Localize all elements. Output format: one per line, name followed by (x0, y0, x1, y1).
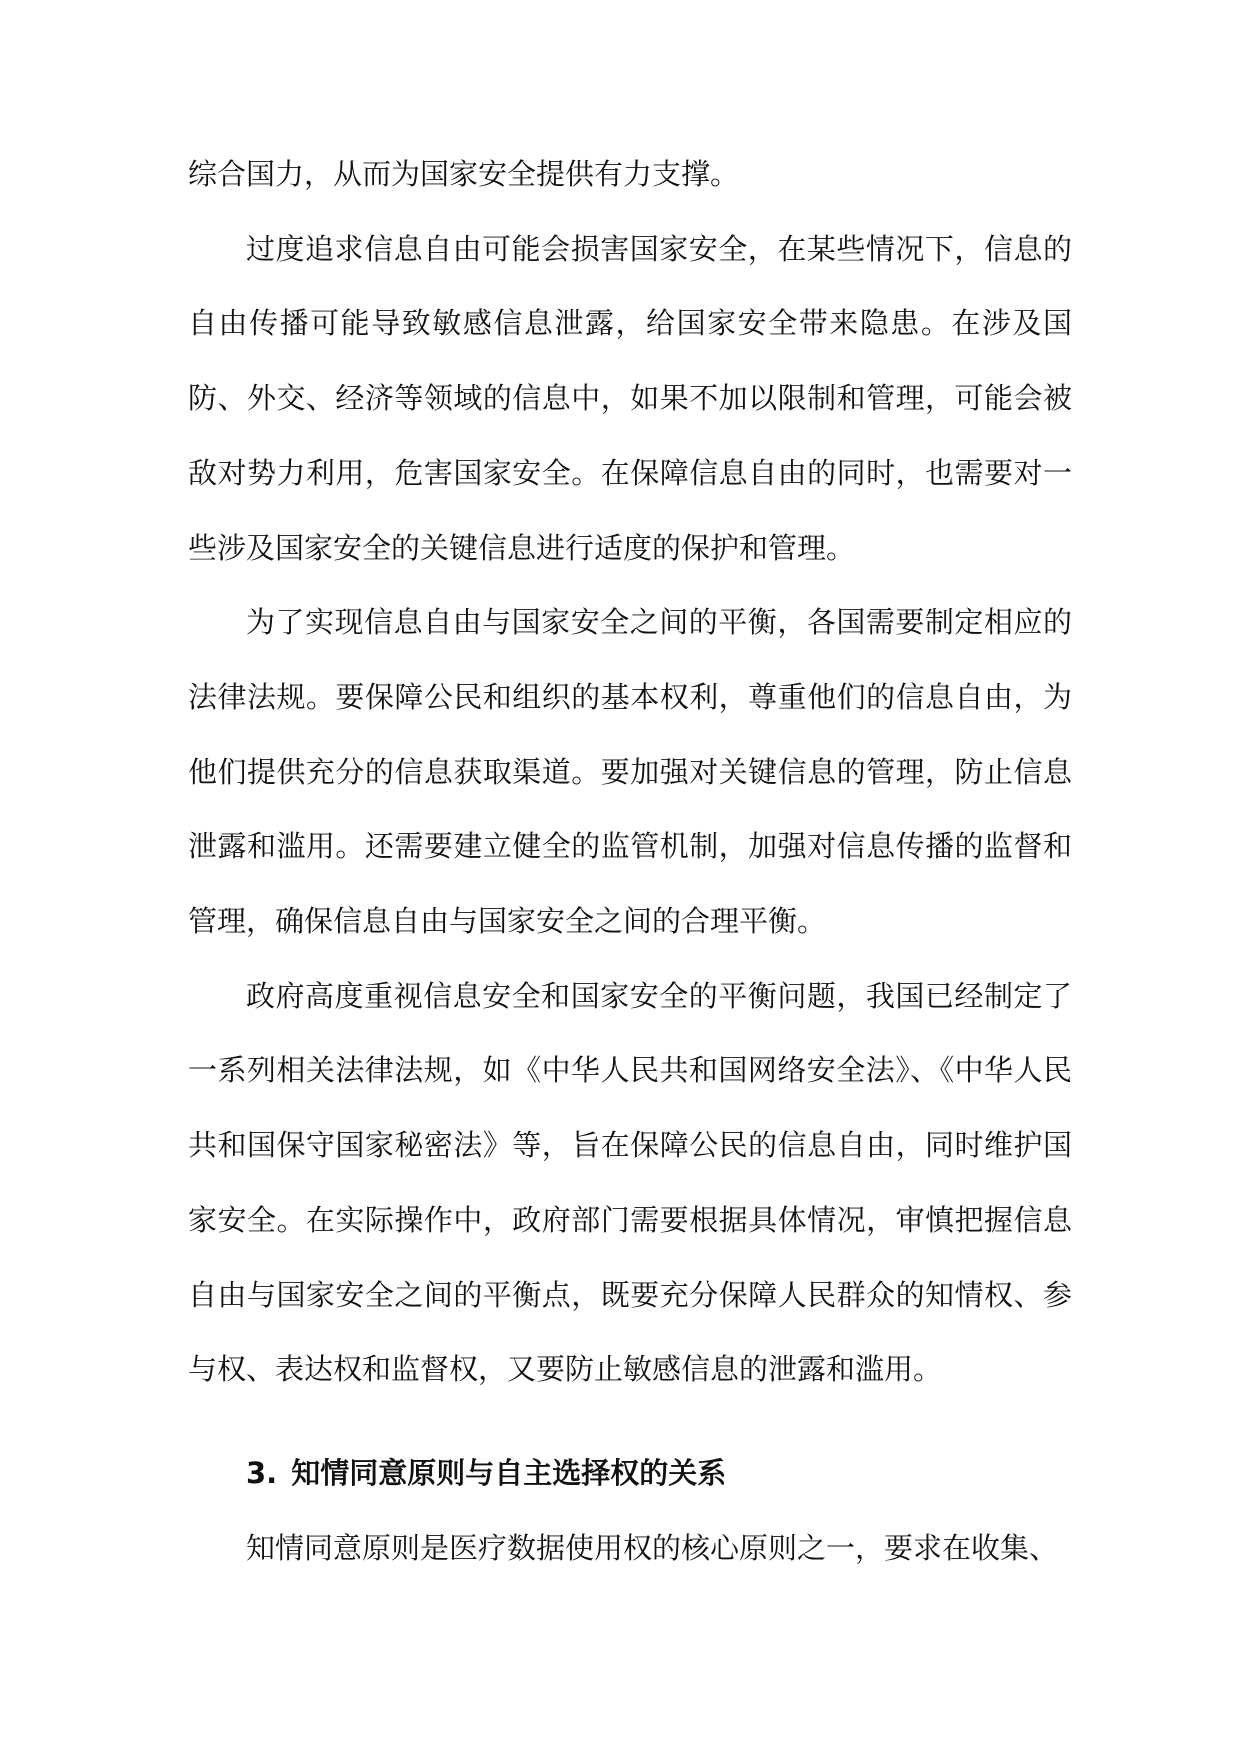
paragraph-balance-laws: 为了实现信息自由与国家安全之间的平衡，各国需要制定相应的法律法规。要保障公民和组织的基本权利，尊重他们的信息自由，为他们提供充分的信息获取渠道。要加强对关键信息的管理，防止信息泄露和滥用。还需要建立健全的监管机制，加强对信息传播的监督和管理，确保信息自由与国家安全之间的合理平衡。 (188, 605, 1072, 939)
section-title: 知情同意原则与自主选择权的关系 (291, 1455, 727, 1490)
page-body (188, 137, 1072, 1585)
section-number: 3. (246, 1455, 278, 1490)
paragraph-continued: 综合国力，从而为国家安全提供有力支撑。 (188, 157, 740, 191)
paragraph-informed-consent: 知情同意原则是医疗数据使用权的核心原则之一，要求在收集、 (246, 1530, 1059, 1565)
section-heading (188, 1436, 1072, 1511)
paragraph-government-regulation: 政府高度重视信息安全和国家安全的平衡问题，我国已经制定了一系列相关法律法规，如《中华人民共和国网络安全法》、《中华人民共和国保守国家秘密法》等，旨在保障公民的信息自由，同时维护国家安全。在实际操作中，政府部门需要根据具体情况，审慎把握信息自由与国家安全之间的平衡点，既要充分保障人民群众的知情权、参与权、表达权和监督权，又要防止敏感信息的泄露和滥用。 (188, 978, 1072, 1387)
paragraph-info-freedom-risk: 过度追求信息自由可能会损害国家安全，在某些情况下，信息的自由传播可能导致敏感信息泄露，给国家安全带来隐患。在涉及国防、外交、经济等领域的信息中，如果不加以限制和管理，可能会被敌对势力利用，危害国家安全。在保障信息自由的同时，也需要对一些涉及国家安全的关键信息进行适度的保护和管理。 (188, 231, 1072, 565)
